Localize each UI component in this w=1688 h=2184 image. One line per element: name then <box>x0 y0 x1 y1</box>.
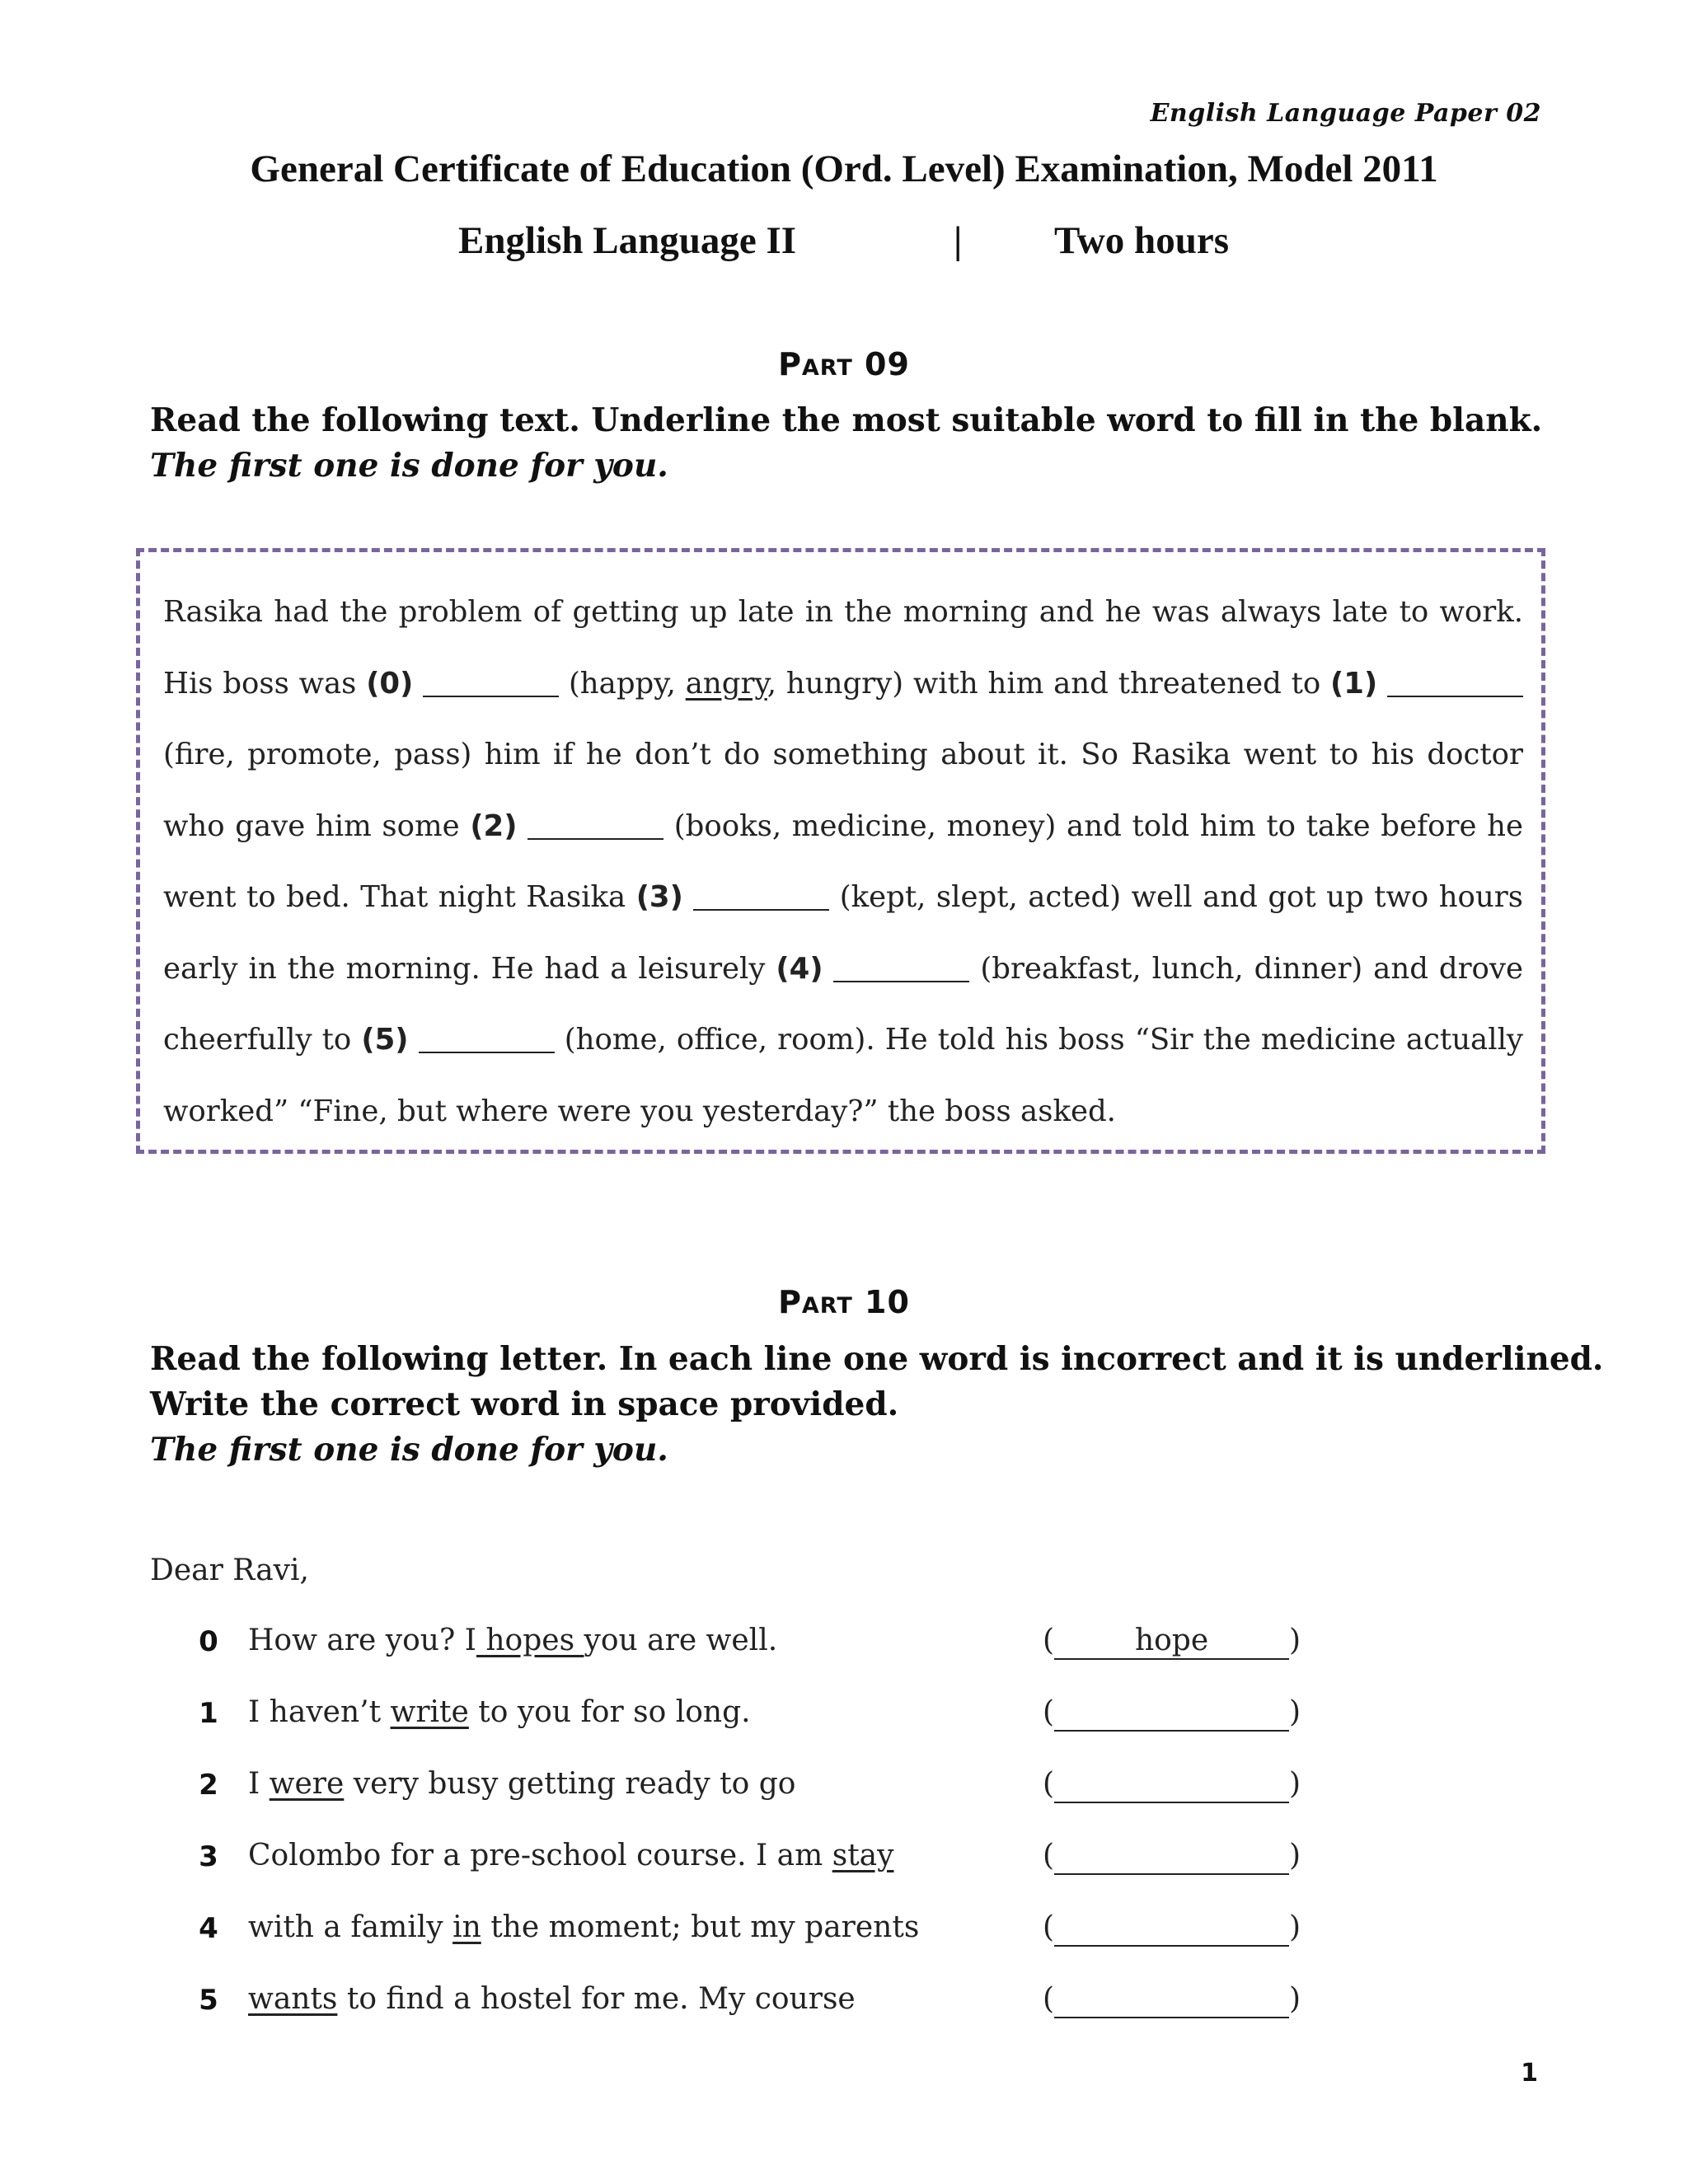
line-text-before: Colombo for a pre-school course. I am <box>248 1839 832 1872</box>
line-text-after: you are well. <box>584 1624 778 1657</box>
paren-open: ( <box>1043 1982 1055 2016</box>
paren-open: ( <box>1043 1839 1055 1872</box>
passage-segment: (fire, promote, pass) him if he don’t do something about it. So Rasika went to his doctor who gave him some <box>163 738 1523 843</box>
answer-slot <box>1043 1839 1301 1875</box>
blank-number-2: (2) <box>470 808 518 843</box>
blank-2[interactable] <box>528 808 663 840</box>
line-text <box>248 1982 856 2016</box>
part-09-instruction-text: Read the following text. Underline the most suitable word to fill in the blank. <box>150 401 1543 439</box>
line-text <box>248 1910 919 1944</box>
answer-slot <box>1043 1624 1301 1660</box>
blank-1[interactable] <box>1387 666 1523 697</box>
blank-number-4: (4) <box>776 951 823 986</box>
incorrect-word: stay <box>832 1839 894 1872</box>
line-text-after: the moment; but my parents <box>481 1910 920 1944</box>
passage-box <box>136 548 1545 1154</box>
answer-slot <box>1043 1695 1301 1732</box>
paren-open: ( <box>1043 1910 1055 1944</box>
passage-text <box>163 577 1523 1147</box>
passage-segment: (home, office, room). He told his boss “Sir the medicine actually worked” “Fine, but where were you yesterday?” the boss asked. <box>163 1023 1523 1128</box>
line-text-after: to you for so long. <box>468 1695 751 1729</box>
passage-segment: (breakfast, lunch, dinner) and drove cheerfully to <box>163 951 1523 1057</box>
line-text-before: How are you? I <box>248 1624 476 1657</box>
part-09-heading: Part 09 <box>778 346 910 382</box>
subject-name: English Language II <box>458 219 797 262</box>
blank-number-0: (0) <box>366 666 414 701</box>
line-number: 5 <box>199 1984 218 2017</box>
paren-open: ( <box>1043 1624 1055 1657</box>
paren-open: ( <box>1043 1767 1055 1801</box>
paren-close: ) <box>1289 1624 1301 1657</box>
answer-field[interactable] <box>1054 1982 1289 2018</box>
line-number: 2 <box>199 1769 218 1802</box>
line-number: 3 <box>199 1840 218 1873</box>
part-10-instruction-line-1: Read the following letter. In each line one word is incorrect and it is underlined. <box>150 1340 1604 1378</box>
incorrect-word: write <box>390 1695 469 1729</box>
answer-field[interactable] <box>1054 1767 1289 1803</box>
part-10-note: The first one is done for you. <box>150 1431 668 1469</box>
line-text-after: very busy getting ready to go <box>344 1767 796 1801</box>
part-10-instruction-line-2: Write the correct word in space provided. <box>150 1385 899 1423</box>
blank-0[interactable] <box>423 666 559 697</box>
answer-field[interactable]: hope <box>1054 1624 1289 1660</box>
options-0-answer: angry <box>685 666 767 701</box>
line-number: 0 <box>199 1625 218 1658</box>
paren-close: ) <box>1289 1767 1301 1801</box>
letter-greeting: Dear Ravi, <box>150 1554 309 1587</box>
incorrect-word: in <box>452 1910 481 1944</box>
blank-4[interactable] <box>833 951 969 982</box>
blank-5[interactable] <box>419 1023 555 1054</box>
line-text <box>248 1767 795 1801</box>
line-number: 1 <box>199 1697 218 1730</box>
paren-close: ) <box>1289 1839 1301 1872</box>
part-09-note: The first one is done for you. <box>150 447 668 485</box>
answer-field[interactable] <box>1054 1695 1289 1732</box>
incorrect-word: hopes <box>476 1624 584 1657</box>
part-09-instructions <box>150 398 1542 489</box>
line-text <box>248 1695 751 1729</box>
line-text <box>248 1624 777 1657</box>
line-text-after: to find a hostel for me. My course <box>337 1982 856 2016</box>
passage-segment: Rasika had the problem of getting up late in the morning and he was always late to work. His boss was <box>163 595 1523 701</box>
answer-slot <box>1043 1982 1301 2018</box>
answer-field[interactable] <box>1054 1839 1289 1875</box>
paren-close: ) <box>1289 1910 1301 1944</box>
exam-title: General Certificate of Education (Ord. Level) Examination, Model 2011 <box>250 148 1438 190</box>
line-text <box>248 1839 893 1872</box>
line-text-before: I haven’t <box>248 1695 391 1729</box>
part-10-heading: Part 10 <box>778 1284 910 1320</box>
blank-number-5: (5) <box>361 1023 409 1057</box>
line-text-before: I <box>248 1767 270 1801</box>
blank-number-1: (1) <box>1330 666 1378 701</box>
line-number: 4 <box>199 1912 218 1945</box>
incorrect-word: wants <box>248 1982 338 2016</box>
options-0-rest: , hungry) with him and threatened to <box>767 666 1321 701</box>
paren-close: ) <box>1289 1982 1301 2016</box>
answer-slot <box>1043 1910 1301 1947</box>
options-0-start: (happy, <box>568 666 676 701</box>
paren-close: ) <box>1289 1695 1301 1729</box>
paren-open: ( <box>1043 1695 1055 1729</box>
incorrect-word: were <box>269 1767 345 1801</box>
subtitle-separator: | <box>954 219 963 262</box>
answer-field[interactable] <box>1054 1910 1289 1947</box>
part-10-instructions <box>150 1337 1604 1473</box>
line-text-before: with a family <box>248 1910 453 1944</box>
exam-duration: Two hours <box>1054 219 1229 262</box>
blank-3[interactable] <box>693 880 829 912</box>
paper-tag: English Language Paper 02 <box>1150 99 1541 128</box>
passage-segment: (books, medicine, money) and told him to take before he went to bed. That night Rasika <box>163 808 1523 914</box>
answer-slot <box>1043 1767 1301 1803</box>
page-number: 1 <box>1521 2059 1538 2088</box>
passage-segment: (kept, slept, acted) well and got up two hours early in the morning. He had a leisurely <box>163 880 1523 986</box>
blank-number-3: (3) <box>635 880 683 914</box>
